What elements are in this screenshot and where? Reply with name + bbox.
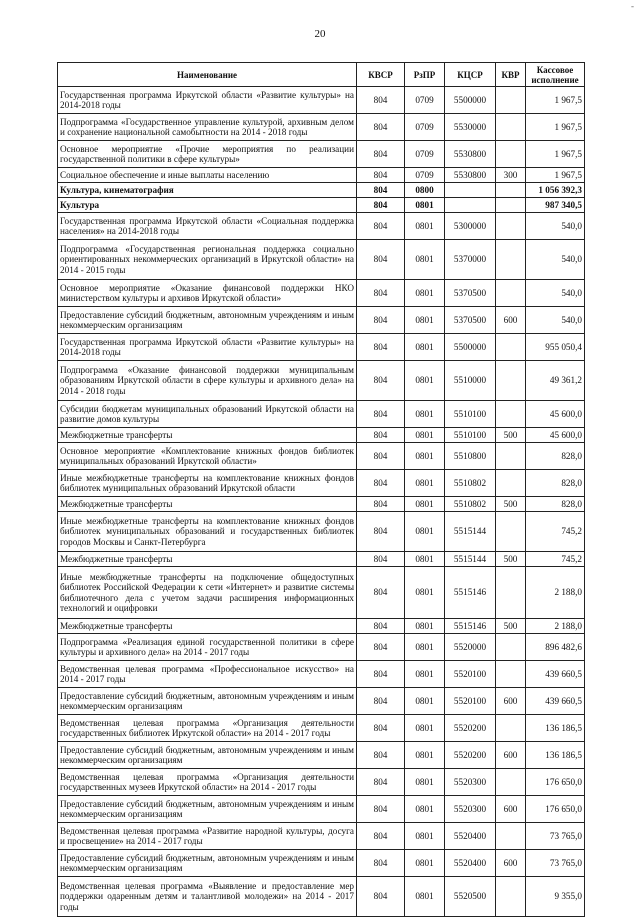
row-value: 1 967,5	[526, 168, 585, 183]
row-name: Основное мероприятие «Комплектование книжных фондов библиотек муниципальных образований Иркутской области»	[58, 443, 357, 470]
row-kcsr: 5530000	[445, 114, 496, 141]
row-kcsr: 5510802	[445, 497, 496, 512]
table-row	[58, 114, 585, 141]
row-rzpr: 0801	[405, 661, 445, 688]
row-name: Подпрограмма «Государственная региональная поддержка социально ориентированных некоммерческих организаций в Иркутской области» на 2014 - 2015 годы	[58, 240, 357, 280]
row-kcsr: 5520400	[445, 850, 496, 877]
row-kvr: 500	[496, 552, 526, 567]
row-kvsr: 804	[357, 497, 405, 512]
table-row	[58, 240, 585, 280]
row-rzpr: 0801	[405, 512, 445, 552]
row-rzpr: 0801	[405, 823, 445, 850]
col-header-value: Кассовое исполнение	[526, 63, 585, 87]
row-value: 745,2	[526, 512, 585, 552]
row-kcsr: 5520100	[445, 688, 496, 715]
row-name: Субсидии бюджетам муниципальных образований Иркутской области на развитие домов культуры	[58, 401, 357, 428]
table-row	[58, 198, 585, 213]
row-rzpr: 0801	[405, 769, 445, 796]
table-row	[58, 280, 585, 307]
row-kvsr: 804	[357, 796, 405, 823]
row-value: 45 600,0	[526, 401, 585, 428]
row-kvr	[496, 443, 526, 470]
row-value: 49 361,2	[526, 361, 585, 401]
row-kcsr: 5515144	[445, 552, 496, 567]
row-value: 45 600,0	[526, 428, 585, 443]
table-body	[58, 87, 585, 917]
row-kvr	[496, 213, 526, 240]
row-kvr	[496, 769, 526, 796]
row-kvsr: 804	[357, 240, 405, 280]
row-value: 828,0	[526, 443, 585, 470]
table-row	[58, 183, 585, 198]
row-kcsr: 5515144	[445, 512, 496, 552]
row-rzpr: 0801	[405, 634, 445, 661]
table-row	[58, 823, 585, 850]
row-rzpr: 0801	[405, 497, 445, 512]
row-rzpr: 0801	[405, 742, 445, 769]
row-kcsr: 5510000	[445, 361, 496, 401]
row-rzpr: 0800	[405, 183, 445, 198]
row-kvsr: 804	[357, 168, 405, 183]
row-kvr: 500	[496, 428, 526, 443]
row-rzpr: 0801	[405, 240, 445, 280]
row-kcsr: 5530800	[445, 168, 496, 183]
row-kvr	[496, 823, 526, 850]
row-value: 1 056 392,3	[526, 183, 585, 198]
row-kcsr: 5520500	[445, 877, 496, 917]
row-rzpr: 0801	[405, 688, 445, 715]
table-row	[58, 213, 585, 240]
row-rzpr: 0801	[405, 361, 445, 401]
row-rzpr: 0801	[405, 567, 445, 619]
row-kcsr: 5300000	[445, 213, 496, 240]
row-kvsr: 804	[357, 401, 405, 428]
row-name: Предоставление субсидий бюджетным, автономным учреждениям и иным некоммерческим организациям	[58, 742, 357, 769]
row-value: 1 967,5	[526, 87, 585, 114]
row-kvr: 600	[496, 796, 526, 823]
row-value: 540,0	[526, 240, 585, 280]
row-name: Предоставление субсидий бюджетным, автономным учреждениям и иным некоммерческим организациям	[58, 850, 357, 877]
table-row	[58, 470, 585, 497]
col-header-rzpr: РзПР	[405, 63, 445, 87]
row-kcsr: 5530800	[445, 141, 496, 168]
table-row	[58, 850, 585, 877]
row-kvsr: 804	[357, 688, 405, 715]
table-row	[58, 512, 585, 552]
row-kvr	[496, 634, 526, 661]
row-name: Государственная программа Иркутской области «Социальная поддержка населения» на 2014-2018 годы	[58, 213, 357, 240]
row-rzpr: 0801	[405, 307, 445, 334]
table-row	[58, 552, 585, 567]
row-name: Основное мероприятие «Оказание финансовой поддержки НКО министерством культуры и архивов Иркутской области»	[58, 280, 357, 307]
row-value: 828,0	[526, 497, 585, 512]
row-value: 1 967,5	[526, 141, 585, 168]
table-row	[58, 87, 585, 114]
row-name: Иные межбюджетные трансферты на комплектование книжных фондов библиотек муниципальных образований и государственных библиотек городов Москвы и Санкт-Петербурга	[58, 512, 357, 552]
row-value: 2 188,0	[526, 619, 585, 634]
table-header-row	[58, 63, 585, 87]
col-header-kvsr: КВСР	[357, 63, 405, 87]
row-name: Ведомственная целевая программа «Профессиональное искусство» на 2014 - 2017 годы	[58, 661, 357, 688]
row-kvsr: 804	[357, 661, 405, 688]
table-row	[58, 443, 585, 470]
row-kvsr: 804	[357, 742, 405, 769]
row-value: 439 660,5	[526, 688, 585, 715]
row-name: Иные межбюджетные трансферты на подключение общедоступных библиотек Российской Федерации к сети «Интернет» и развитие системы библиотечного дела с учетом задачи расширения информационных технологий и оцифровки	[58, 567, 357, 619]
col-header-kcsr: КЦСР	[445, 63, 496, 87]
row-name: Подпрограмма «Оказание финансовой поддержки муниципальным образованиям Иркутской области в сфере культуры и архивного дела» на 2014 - 2018 годы	[58, 361, 357, 401]
row-kvr: 500	[496, 497, 526, 512]
row-rzpr: 0801	[405, 850, 445, 877]
row-kvr: 600	[496, 742, 526, 769]
col-header-kvr: КВР	[496, 63, 526, 87]
table-row	[58, 769, 585, 796]
row-value: 176 650,0	[526, 769, 585, 796]
row-kcsr: 5370000	[445, 240, 496, 280]
row-kvsr: 804	[357, 213, 405, 240]
row-kvr	[496, 567, 526, 619]
page-number: 20	[314, 28, 326, 40]
table-row	[58, 497, 585, 512]
row-kvr	[496, 183, 526, 198]
row-value: 745,2	[526, 552, 585, 567]
row-kcsr: 5510100	[445, 428, 496, 443]
row-name: Межбюджетные трансферты	[58, 428, 357, 443]
row-kcsr: 5515146	[445, 619, 496, 634]
row-value: 1 967,5	[526, 114, 585, 141]
row-name: Культура	[58, 198, 357, 213]
row-name: Основное мероприятие «Прочие мероприятия по реализации государственной политики в сфере культуры»	[58, 141, 357, 168]
row-value: 955 050,4	[526, 334, 585, 361]
row-kvr	[496, 240, 526, 280]
row-kvr: 600	[496, 688, 526, 715]
row-value: 2 188,0	[526, 567, 585, 619]
row-kvr	[496, 470, 526, 497]
row-rzpr: 0801	[405, 796, 445, 823]
row-rzpr: 0709	[405, 168, 445, 183]
row-kvr: 300	[496, 168, 526, 183]
row-name: Ведомственная целевая программа «Организация деятельности государственных музеев Иркутской области» на 2014 - 2017 годы	[58, 769, 357, 796]
row-kcsr: 5510802	[445, 470, 496, 497]
row-value: 540,0	[526, 307, 585, 334]
row-rzpr: 0801	[405, 619, 445, 634]
table-row	[58, 334, 585, 361]
row-kvsr: 804	[357, 183, 405, 198]
row-kvr	[496, 661, 526, 688]
row-kvsr: 804	[357, 567, 405, 619]
row-value: 439 660,5	[526, 661, 585, 688]
row-rzpr: 0709	[405, 87, 445, 114]
row-name: Предоставление субсидий бюджетным, автономным учреждениям и иным некоммерческим организациям	[58, 307, 357, 334]
row-rzpr: 0801	[405, 715, 445, 742]
row-name: Государственная программа Иркутской области «Развитие культуры» на 2014-2018 годы	[58, 334, 357, 361]
row-kcsr: 5510100	[445, 401, 496, 428]
row-name: Подпрограмма «Государственное управление культурой, архивным делом и сохранение национальной самобытности на 2014 - 2018 годы	[58, 114, 357, 141]
row-kvsr: 804	[357, 87, 405, 114]
table-row	[58, 428, 585, 443]
row-value: 73 765,0	[526, 823, 585, 850]
table-row	[58, 742, 585, 769]
row-kvsr: 804	[357, 198, 405, 213]
row-kcsr: 5370500	[445, 307, 496, 334]
row-value: 540,0	[526, 280, 585, 307]
row-rzpr: 0801	[405, 877, 445, 917]
row-kvsr: 804	[357, 850, 405, 877]
row-kvr	[496, 334, 526, 361]
row-value: 176 650,0	[526, 796, 585, 823]
row-kvsr: 804	[357, 443, 405, 470]
row-kvsr: 804	[357, 634, 405, 661]
row-kvr: 500	[496, 619, 526, 634]
row-kvsr: 804	[357, 361, 405, 401]
row-name: Подпрограмма «Реализация единой государственной политики в сфере культуры и архивного дела» на 2014 - 2017 годы	[58, 634, 357, 661]
row-value: 73 765,0	[526, 850, 585, 877]
row-rzpr: 0801	[405, 213, 445, 240]
row-kvsr: 804	[357, 619, 405, 634]
row-kvsr: 804	[357, 552, 405, 567]
row-kvr	[496, 401, 526, 428]
row-kcsr	[445, 183, 496, 198]
row-kcsr: 5520300	[445, 769, 496, 796]
row-name: Межбюджетные трансферты	[58, 619, 357, 634]
table-row	[58, 796, 585, 823]
row-kvr: 600	[496, 850, 526, 877]
row-name: Иные межбюджетные трансферты на комплектование книжных фондов библиотек муниципальных образований Иркутской области	[58, 470, 357, 497]
row-kcsr: 5515146	[445, 567, 496, 619]
row-kvsr: 804	[357, 307, 405, 334]
row-kcsr: 5500000	[445, 334, 496, 361]
row-kvr	[496, 715, 526, 742]
row-kcsr: 5520400	[445, 823, 496, 850]
row-kvsr: 804	[357, 877, 405, 917]
table-row	[58, 619, 585, 634]
row-value: 540,0	[526, 213, 585, 240]
table-row	[58, 634, 585, 661]
row-rzpr: 0801	[405, 470, 445, 497]
row-value: 896 482,6	[526, 634, 585, 661]
row-name: Межбюджетные трансферты	[58, 552, 357, 567]
row-kcsr: 5510800	[445, 443, 496, 470]
row-name: Государственная программа Иркутской области «Развитие культуры» на 2014-2018 годы	[58, 87, 357, 114]
row-rzpr: 0709	[405, 141, 445, 168]
row-name: Межбюджетные трансферты	[58, 497, 357, 512]
row-kcsr: 5520200	[445, 742, 496, 769]
row-kvr	[496, 87, 526, 114]
row-rzpr: 0801	[405, 443, 445, 470]
row-rzpr: 0801	[405, 334, 445, 361]
row-value: 136 186,5	[526, 715, 585, 742]
row-kvr	[496, 361, 526, 401]
row-kvsr: 804	[357, 769, 405, 796]
table-row	[58, 715, 585, 742]
row-rzpr: 0801	[405, 280, 445, 307]
corner-mark: -	[631, 1, 634, 11]
row-kvr	[496, 114, 526, 141]
col-header-name: Наименование	[58, 63, 357, 87]
row-kvr	[496, 198, 526, 213]
table-row	[58, 141, 585, 168]
row-kcsr	[445, 198, 496, 213]
row-value: 987 340,5	[526, 198, 585, 213]
row-name: Предоставление субсидий бюджетным, автономным учреждениям и иным некоммерческим организациям	[58, 796, 357, 823]
table-row	[58, 401, 585, 428]
table-row	[58, 688, 585, 715]
table-row	[58, 361, 585, 401]
row-kvsr: 804	[357, 823, 405, 850]
row-kvsr: 804	[357, 334, 405, 361]
budget-table	[57, 62, 585, 917]
row-rzpr: 0801	[405, 428, 445, 443]
row-kvsr: 804	[357, 715, 405, 742]
row-kvr	[496, 877, 526, 917]
row-kcsr: 5370500	[445, 280, 496, 307]
table-row	[58, 567, 585, 619]
row-name: Ведомственная целевая программа «Развитие народной культуры, досуга и просвещение» на 2014 - 2017 годы	[58, 823, 357, 850]
row-rzpr: 0709	[405, 114, 445, 141]
row-kvsr: 804	[357, 512, 405, 552]
row-kcsr: 5500000	[445, 87, 496, 114]
row-kcsr: 5520200	[445, 715, 496, 742]
row-name: Культура, кинематография	[58, 183, 357, 198]
row-kvr	[496, 512, 526, 552]
row-rzpr: 0801	[405, 401, 445, 428]
table-row	[58, 877, 585, 917]
row-kvr	[496, 280, 526, 307]
row-kcsr: 5520300	[445, 796, 496, 823]
row-rzpr: 0801	[405, 552, 445, 567]
row-kvsr: 804	[357, 114, 405, 141]
row-kvsr: 804	[357, 428, 405, 443]
row-kvsr: 804	[357, 280, 405, 307]
row-kvsr: 804	[357, 470, 405, 497]
row-kvr	[496, 141, 526, 168]
row-name: Предоставление субсидий бюджетным, автономным учреждениям и иным некоммерческим организациям	[58, 688, 357, 715]
row-name: Ведомственная целевая программа «Организация деятельности государственных библиотек Иркутской области» на 2014 - 2017 годы	[58, 715, 357, 742]
row-kvsr: 804	[357, 141, 405, 168]
row-value: 9 355,0	[526, 877, 585, 917]
row-rzpr: 0801	[405, 198, 445, 213]
table-row	[58, 307, 585, 334]
row-kcsr: 5520100	[445, 661, 496, 688]
row-kvr: 600	[496, 307, 526, 334]
table-row	[58, 661, 585, 688]
row-kcsr: 5520000	[445, 634, 496, 661]
row-value: 828,0	[526, 470, 585, 497]
table-row	[58, 168, 585, 183]
row-name: Ведомственная целевая программа «Выявление и предоставление мер поддержки одаренным детям и талантливой молодежи» на 2014 - 2017 годы	[58, 877, 357, 917]
row-name: Социальное обеспечение и иные выплаты населению	[58, 168, 357, 183]
row-value: 136 186,5	[526, 742, 585, 769]
